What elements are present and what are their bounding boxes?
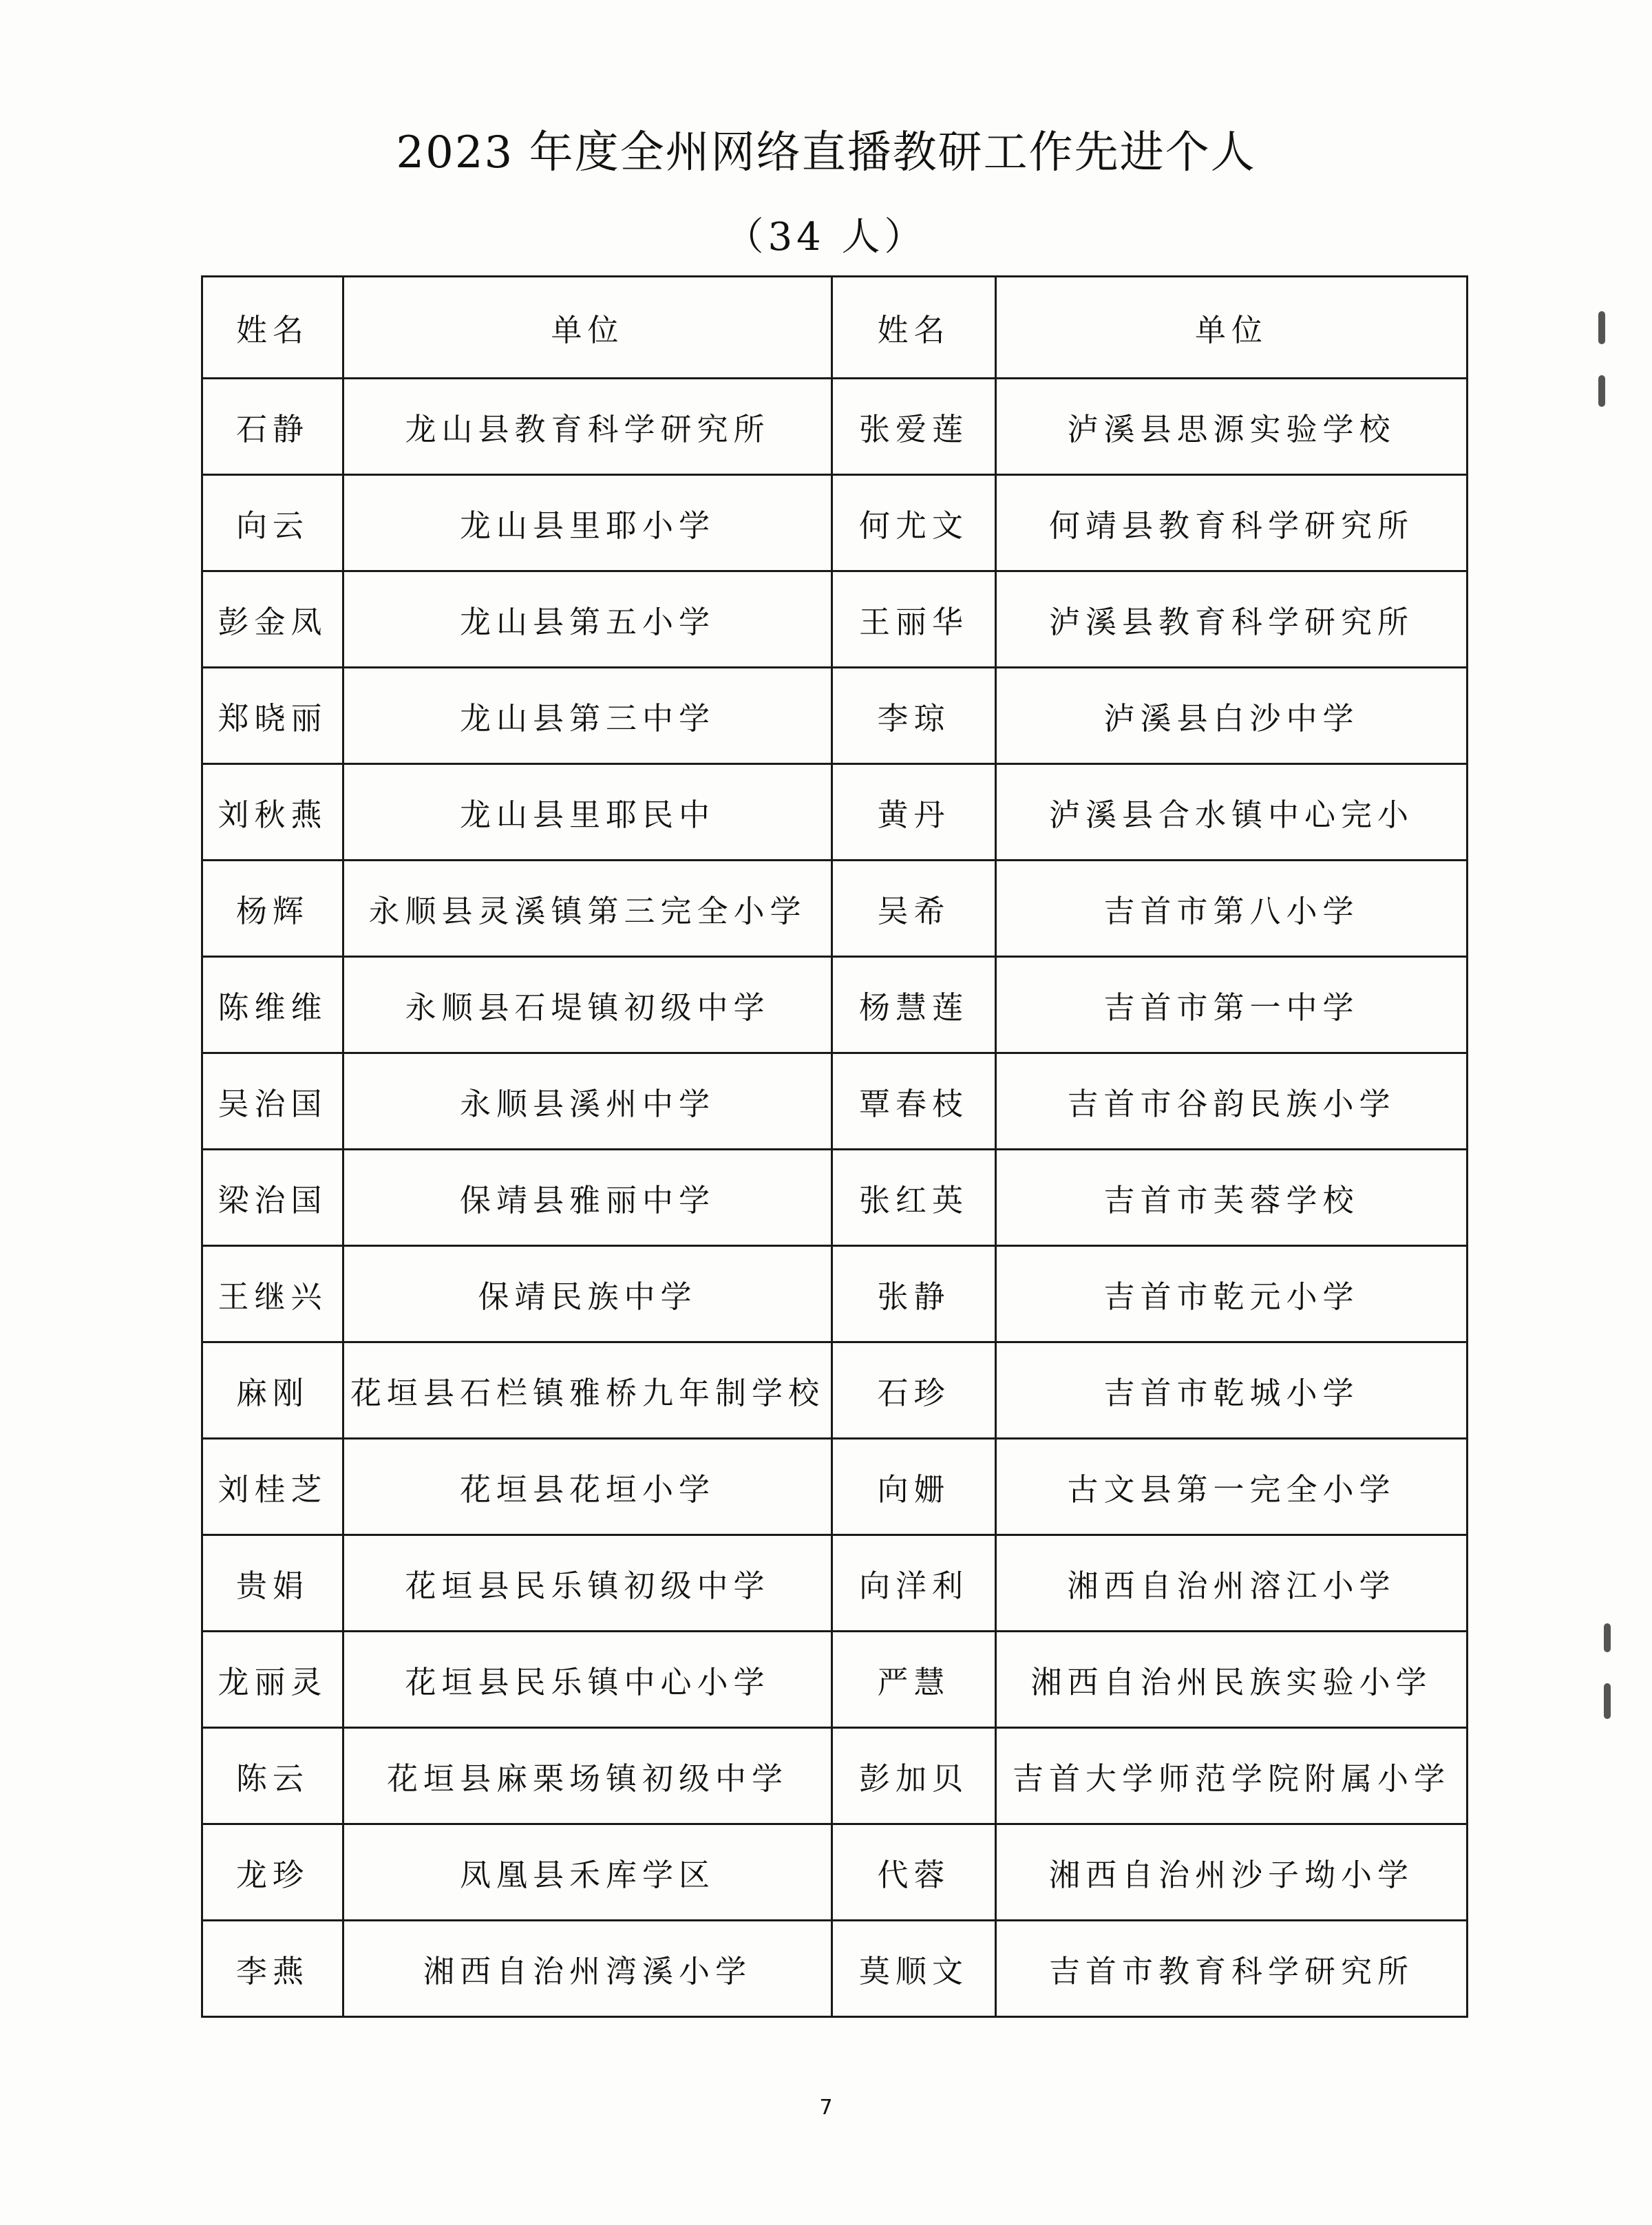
name-left-cell: 梁治国 bbox=[202, 1150, 343, 1246]
unit-left-cell: 龙山县里耶民中 bbox=[343, 764, 832, 861]
name-right-cell: 吴希 bbox=[832, 861, 996, 957]
unit-left-cell: 花垣县花垣小学 bbox=[343, 1439, 832, 1535]
unit-right-cell: 湘西自治州民族实验小学 bbox=[996, 1632, 1468, 1728]
unit-right-cell: 吉首市乾元小学 bbox=[996, 1246, 1468, 1342]
name-left-cell: 龙珍 bbox=[202, 1824, 343, 1921]
name-right-cell: 何尤文 bbox=[832, 475, 996, 571]
header-unit-right: 单位 bbox=[996, 277, 1468, 379]
name-left-cell: 杨辉 bbox=[202, 861, 343, 957]
name-right-cell: 杨慧莲 bbox=[832, 957, 996, 1053]
name-left-cell: 王继兴 bbox=[202, 1246, 343, 1342]
name-right-cell: 覃春枝 bbox=[832, 1053, 996, 1150]
unit-left-cell: 凤凰县禾库学区 bbox=[343, 1824, 832, 1921]
unit-left-cell: 湘西自治州湾溪小学 bbox=[343, 1921, 832, 2017]
name-left-cell: 石静 bbox=[202, 379, 343, 475]
name-right-cell: 代蓉 bbox=[832, 1824, 996, 1921]
unit-left-cell: 永顺县灵溪镇第三完全小学 bbox=[343, 861, 832, 957]
unit-right-cell: 泸溪县合水镇中心完小 bbox=[996, 764, 1468, 861]
name-left-cell: 吴治国 bbox=[202, 1053, 343, 1150]
unit-left-cell: 永顺县溪州中学 bbox=[343, 1053, 832, 1150]
scan-mark bbox=[1604, 1623, 1611, 1652]
table-row bbox=[202, 1342, 1468, 1439]
table-row bbox=[202, 571, 1468, 668]
unit-left-cell: 花垣县民乐镇初级中学 bbox=[343, 1535, 832, 1632]
table-row bbox=[202, 764, 1468, 861]
name-left-cell: 陈维维 bbox=[202, 957, 343, 1053]
document-title: 2023 年度全州网络直播教研工作先进个人 bbox=[396, 127, 1256, 178]
header-unit-left: 单位 bbox=[343, 277, 832, 379]
name-left-cell: 麻刚 bbox=[202, 1342, 343, 1439]
unit-left-cell: 保靖民族中学 bbox=[343, 1246, 832, 1342]
unit-right-cell: 古文县第一完全小学 bbox=[996, 1439, 1468, 1535]
table-row bbox=[202, 668, 1468, 764]
unit-right-cell: 吉首市芙蓉学校 bbox=[996, 1150, 1468, 1246]
name-left-cell: 向云 bbox=[202, 475, 343, 571]
table-header-row bbox=[202, 277, 1468, 379]
name-right-cell: 向姗 bbox=[832, 1439, 996, 1535]
scan-mark bbox=[1598, 375, 1605, 407]
table-row bbox=[202, 1728, 1468, 1824]
name-left-cell: 彭金凤 bbox=[202, 571, 343, 668]
header-name-right: 姓名 bbox=[832, 277, 996, 379]
unit-left-cell: 龙山县第五小学 bbox=[343, 571, 832, 668]
name-right-cell: 李琼 bbox=[832, 668, 996, 764]
unit-right-cell: 吉首大学师范学院附属小学 bbox=[996, 1728, 1468, 1824]
name-left-cell: 陈云 bbox=[202, 1728, 343, 1824]
unit-left-cell: 花垣县民乐镇中心小学 bbox=[343, 1632, 832, 1728]
unit-left-cell: 花垣县石栏镇雅桥九年制学校 bbox=[343, 1342, 832, 1439]
unit-right-cell: 何靖县教育科学研究所 bbox=[996, 475, 1468, 571]
name-right-cell: 石珍 bbox=[832, 1342, 996, 1439]
table-row bbox=[202, 475, 1468, 571]
unit-right-cell: 湘西自治州溶江小学 bbox=[996, 1535, 1468, 1632]
unit-right-cell: 泸溪县白沙中学 bbox=[996, 668, 1468, 764]
unit-right-cell: 泸溪县思源实验学校 bbox=[996, 379, 1468, 475]
unit-right-cell: 吉首市乾城小学 bbox=[996, 1342, 1468, 1439]
unit-left-cell: 永顺县石堤镇初级中学 bbox=[343, 957, 832, 1053]
unit-left-cell: 保靖县雅丽中学 bbox=[343, 1150, 832, 1246]
awardee-table bbox=[201, 275, 1468, 2018]
table-row bbox=[202, 1439, 1468, 1535]
name-left-cell: 刘秋燕 bbox=[202, 764, 343, 861]
header-name-left: 姓名 bbox=[202, 277, 343, 379]
unit-left-cell: 龙山县第三中学 bbox=[343, 668, 832, 764]
name-left-cell: 郑晓丽 bbox=[202, 668, 343, 764]
unit-left-cell: 龙山县里耶小学 bbox=[343, 475, 832, 571]
page-number: 7 bbox=[819, 2096, 833, 2120]
name-right-cell: 张爱莲 bbox=[832, 379, 996, 475]
name-left-cell: 龙丽灵 bbox=[202, 1632, 343, 1728]
name-right-cell: 张红英 bbox=[832, 1150, 996, 1246]
name-right-cell: 王丽华 bbox=[832, 571, 996, 668]
unit-right-cell: 吉首市第八小学 bbox=[996, 861, 1468, 957]
table-row bbox=[202, 1535, 1468, 1632]
unit-right-cell: 吉首市教育科学研究所 bbox=[996, 1921, 1468, 2017]
unit-right-cell: 吉首市谷韵民族小学 bbox=[996, 1053, 1468, 1150]
table-row bbox=[202, 1632, 1468, 1728]
table-row bbox=[202, 1053, 1468, 1150]
name-left-cell: 李燕 bbox=[202, 1921, 343, 2017]
table-row bbox=[202, 861, 1468, 957]
table-row bbox=[202, 379, 1468, 475]
name-right-cell: 彭加贝 bbox=[832, 1728, 996, 1824]
unit-right-cell: 泸溪县教育科学研究所 bbox=[996, 571, 1468, 668]
document-subtitle: （34 人） bbox=[725, 215, 927, 260]
table-row bbox=[202, 1150, 1468, 1246]
unit-left-cell: 花垣县麻栗场镇初级中学 bbox=[343, 1728, 832, 1824]
scan-mark bbox=[1604, 1683, 1611, 1719]
unit-left-cell: 龙山县教育科学研究所 bbox=[343, 379, 832, 475]
name-left-cell: 刘桂芝 bbox=[202, 1439, 343, 1535]
table-row bbox=[202, 1824, 1468, 1921]
name-right-cell: 莫顺文 bbox=[832, 1921, 996, 2017]
table-row bbox=[202, 1246, 1468, 1342]
name-right-cell: 黄丹 bbox=[832, 764, 996, 861]
name-right-cell: 张静 bbox=[832, 1246, 996, 1342]
name-right-cell: 严慧 bbox=[832, 1632, 996, 1728]
table-row bbox=[202, 1921, 1468, 2017]
name-left-cell: 贵娟 bbox=[202, 1535, 343, 1632]
name-right-cell: 向洋利 bbox=[832, 1535, 996, 1632]
scan-mark bbox=[1598, 311, 1605, 344]
table-row bbox=[202, 957, 1468, 1053]
unit-right-cell: 吉首市第一中学 bbox=[996, 957, 1468, 1053]
awardee-table-body bbox=[202, 277, 1468, 2017]
unit-right-cell: 湘西自治州沙子坳小学 bbox=[996, 1824, 1468, 1921]
